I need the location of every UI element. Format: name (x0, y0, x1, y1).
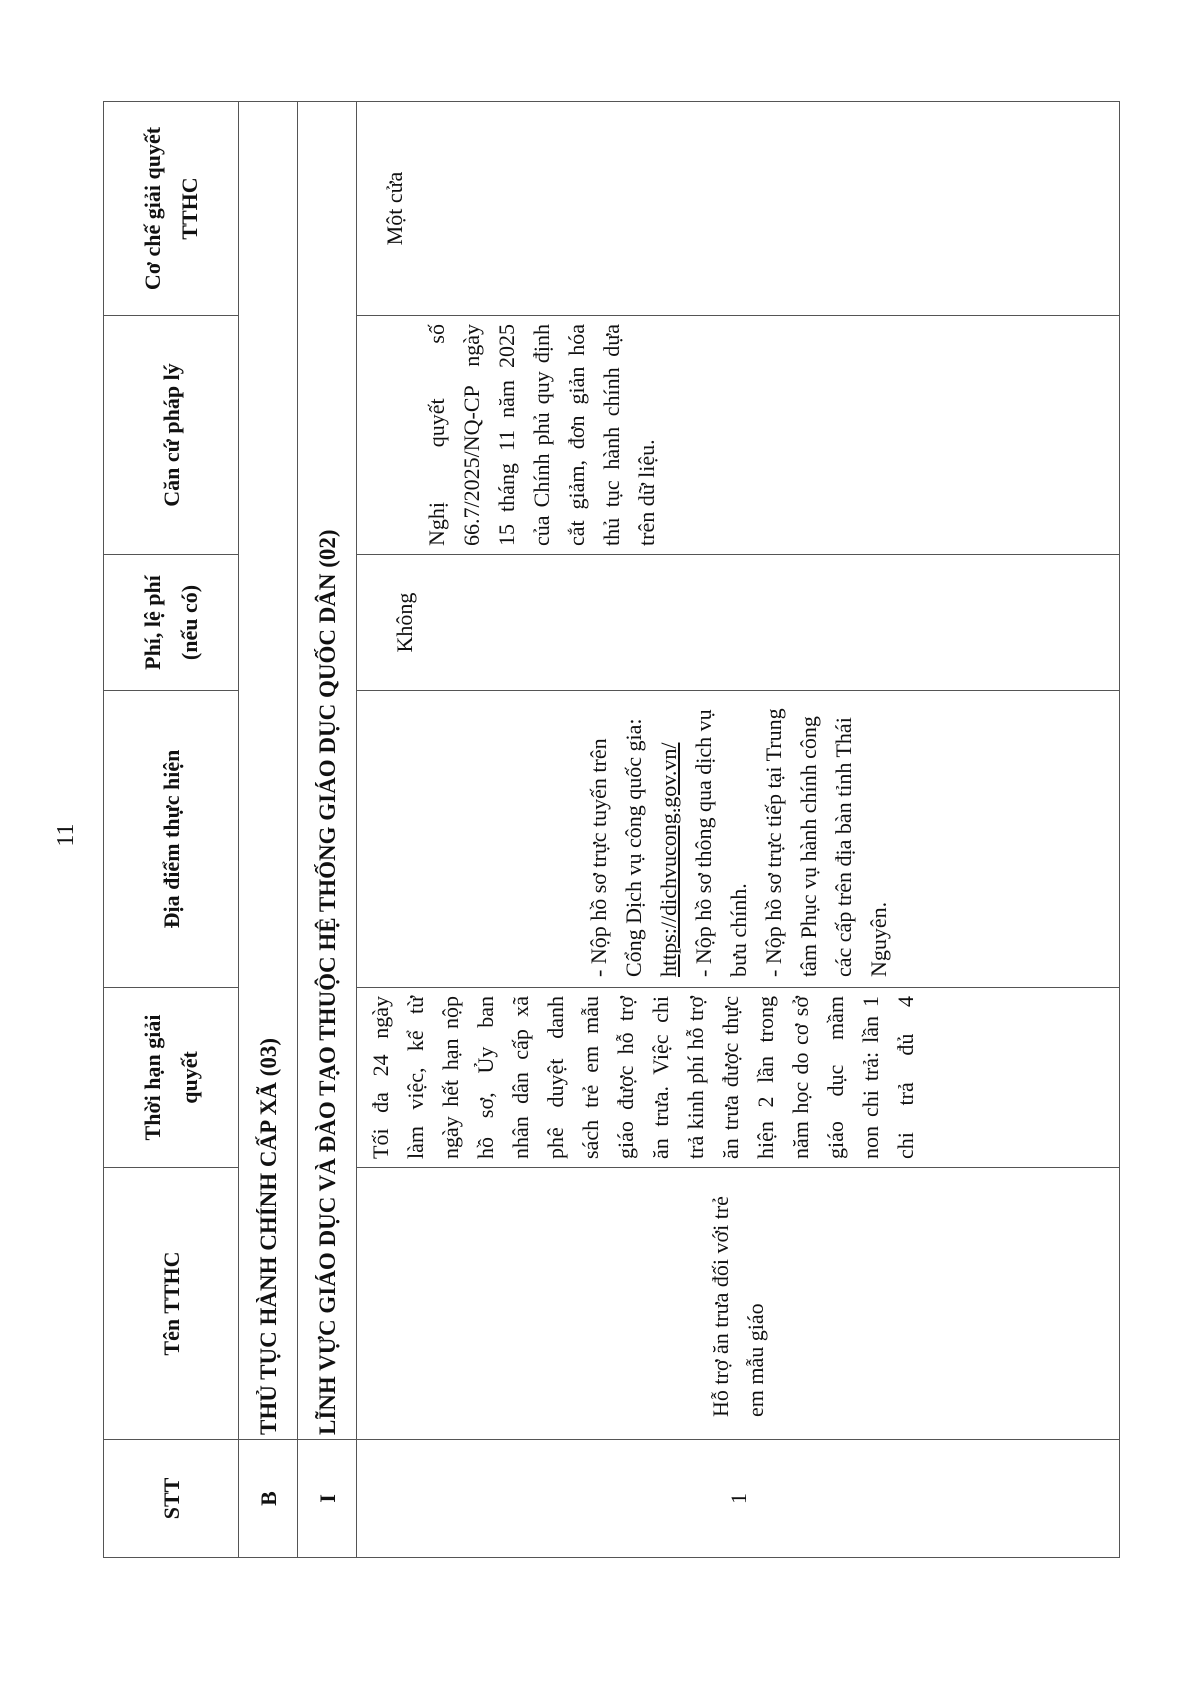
section-b-row (239, 102, 298, 1558)
header-name: Tên TTHC (104, 1168, 239, 1440)
place-in-person: - Nộp hồ sơ trực tiếp tại Trung tâm Phục vụ hành chính công các cấp trên địa bàn tỉnh Thái Nguyên. (760, 708, 891, 977)
section-i-code: I (298, 1440, 357, 1558)
header-row (104, 102, 239, 1558)
header-mechanism: Cơ chế giải quyết TTHC (104, 102, 239, 316)
row-stt: 1 (357, 1440, 1120, 1558)
section-b-code: B (239, 1440, 298, 1558)
row-legal-basis: Nghị quyết số 66.7/2025/NQ-CP ngày 15 tháng 11 năm 2025 của Chính phủ quy định cắt giảm, đơn giản hóa thủ tục hành chính dựa trên dữ liệu. (357, 316, 1120, 555)
table-row (357, 102, 1120, 1558)
dichvucong-link[interactable]: https://dichvucong.gov.vn/ (655, 742, 681, 977)
page-number: 11 (53, 823, 79, 847)
header-stt: STT (104, 1440, 239, 1558)
procedure-table-container (103, 102, 1116, 1558)
header-time: Thời hạn giải quyết (104, 988, 239, 1168)
section-i-title: LĨNH VỰC GIÁO DỤC VÀ ĐÀO TẠO THUỘC HỆ THỐNG GIÁO DỤC QUỐC DÂN (02) (298, 102, 357, 1440)
procedure-table (103, 101, 1120, 1558)
header-legal: Căn cứ pháp lý (104, 316, 239, 555)
row-fee: Không (357, 555, 1120, 691)
place-postal: - Nộp hồ sơ thông qua dịch vụ bưu chính. (690, 709, 751, 977)
header-place: Địa điểm thực hiện (104, 691, 239, 988)
row-mechanism: Một cửa (357, 102, 1120, 316)
row-time-limit: Tối đa 24 ngày làm việc, kể từ ngày hết hạn nộp hồ sơ, Ủy ban nhân dân cấp xã phê duyệt danh sách trẻ em mẫu giáo được hỗ trợ ăn trưa. Việc chi trả kinh phí hỗ trợ ăn trưa được thực hiện 2 lần trong năm học do cơ sở giáo dục mầm non chi trả: lần 1 chi trả đủ 4 (357, 988, 1120, 1168)
row-procedure-name: Hỗ trợ ăn trưa đối với trẻ em mẫu giáo (357, 1168, 1120, 1440)
place-online: - Nộp hồ sơ trực tuyến trên Cổng Dịch vụ công quốc gia: https://dichvucong.gov.vn/ (585, 718, 681, 977)
row-place (357, 691, 1120, 988)
section-b-title: THỦ TỤC HÀNH CHÍNH CẤP XÃ (03) (239, 102, 298, 1440)
section-i-row (298, 102, 357, 1558)
header-fee: Phí, lệ phí (nếu có) (104, 555, 239, 691)
